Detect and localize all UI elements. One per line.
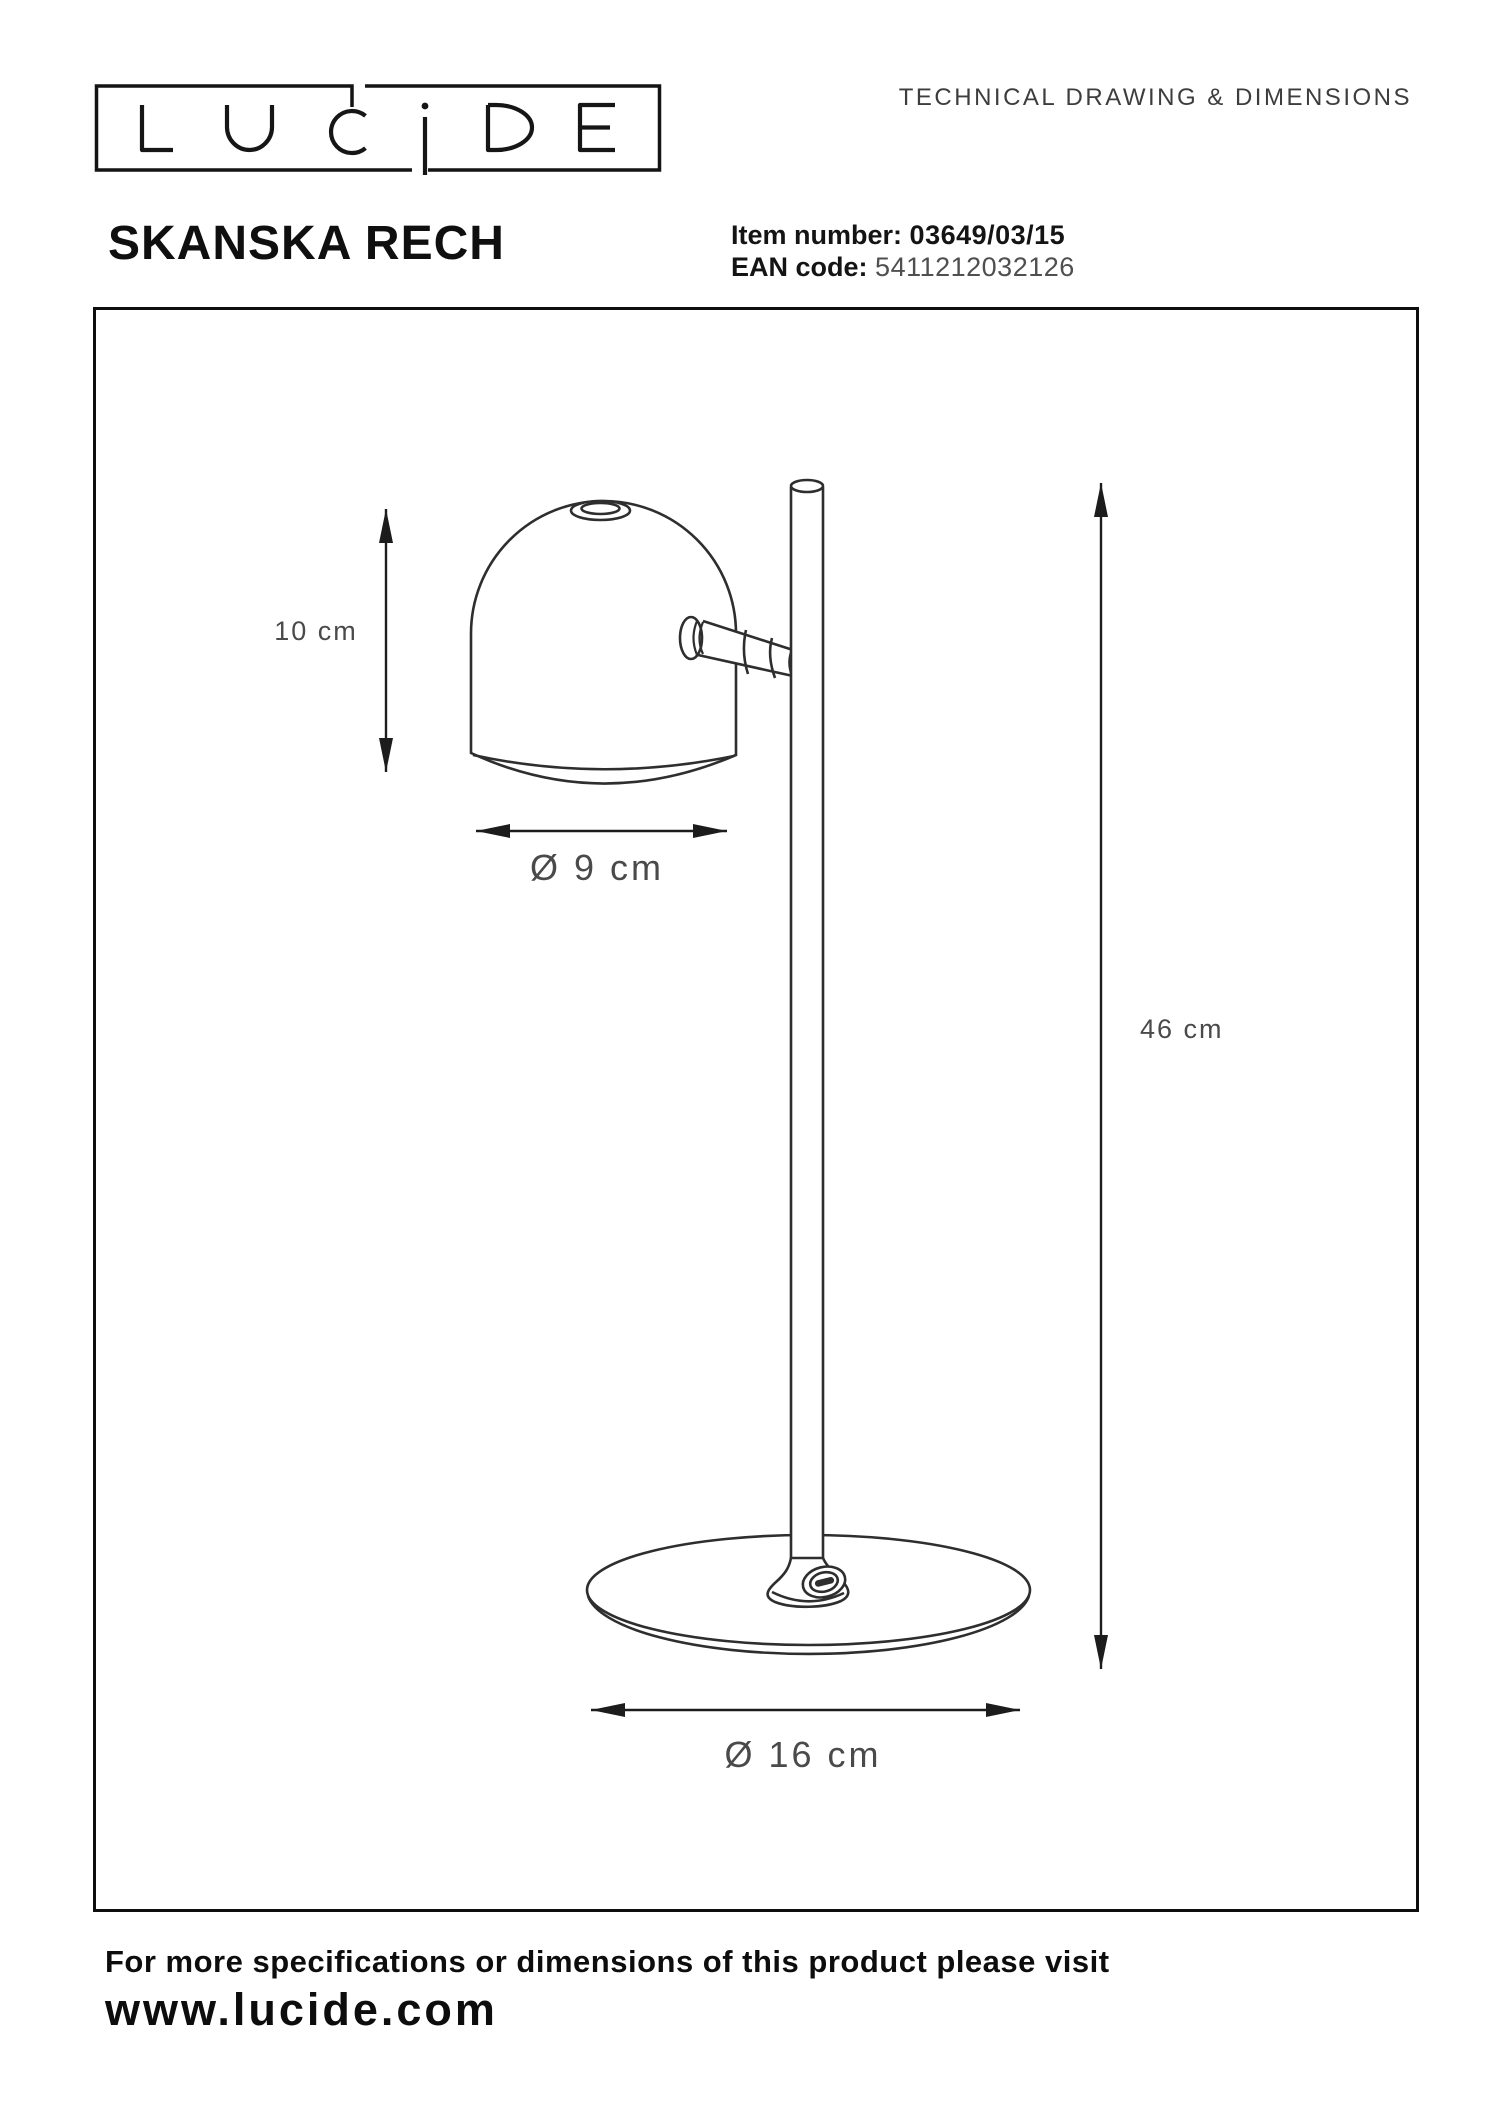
product-codes [731, 219, 1075, 283]
item-number-label: Item number: [731, 220, 903, 250]
footer [105, 1944, 1110, 2036]
dimension-total-height [1101, 483, 1224, 1669]
item-number-row [731, 219, 1075, 251]
document-title: TECHNICAL DRAWING & DIMENSIONS [898, 84, 1412, 111]
logo-letter-C [331, 111, 365, 153]
dimension-head-height [274, 509, 386, 772]
ean-value: 5411212032126 [875, 252, 1075, 282]
logo-letter-U [227, 105, 272, 150]
dimension-base-diameter [591, 1710, 1020, 1775]
base-diameter-label: Ø 16 cm [724, 1734, 882, 1775]
logo-letter-D [488, 105, 532, 150]
total-height-label: 46 cm [1140, 1014, 1224, 1044]
dimension-head-diameter [476, 831, 727, 888]
ean-label: EAN code: [731, 252, 868, 282]
lamp-stem [791, 480, 823, 1562]
head-top-button-inner [582, 503, 620, 514]
drawing-frame [93, 307, 1419, 1912]
lamp-technical-drawing [96, 310, 1416, 1909]
logo-letter-i-dot [422, 103, 429, 110]
logo-letter-E [580, 105, 615, 150]
product-name: SKANSKA RECH [108, 217, 505, 270]
footer-note: For more specifications or dimensions of this product please visit [105, 1944, 1110, 1979]
item-number-value: 03649/03/15 [909, 220, 1066, 250]
logo-letter-L [142, 105, 173, 150]
stem-top-cap [791, 480, 823, 492]
footer-website: www.lucide.com [105, 1984, 498, 2035]
head-diameter-label: Ø 9 cm [529, 847, 665, 888]
lucide-logo [95, 86, 661, 170]
head-height-label: 10 cm [274, 616, 358, 646]
logo-border-right [365, 86, 660, 170]
ean-row [731, 251, 1075, 283]
